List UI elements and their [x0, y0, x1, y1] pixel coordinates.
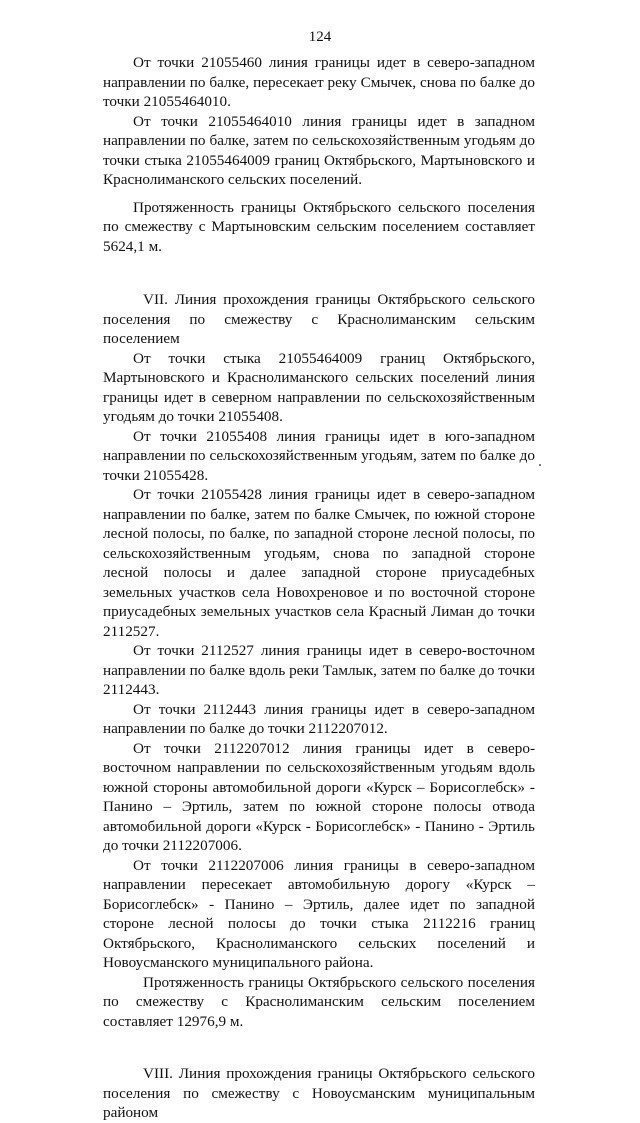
paragraph: От точки 21055464010 линия границы идет в западном направлении по балке, затем по сельскохозяйственным угодьям до точки стыка 21055464009 границ Октябрьского, Мартыновского и Краснолиманского сельских поселений.	[103, 112, 535, 188]
paragraph: От точки 21055460 линия границы идет в северо-западном направлении по балке, пересекает реку Смычек, снова по балке до точки 21055464010.	[103, 54, 535, 110]
section-heading-viii: VIII. Линия прохождения границы Октябрьского сельского поселения по смежеству с Новоусманским муниципальным районом	[103, 1065, 535, 1121]
paragraph: От точки 2112527 линия границы идет в северо-восточном направлении по балке вдоль реки Тамлык, затем по балке до точки 2112443.	[103, 642, 535, 698]
length-summary: Протяженность границы Октябрьского сельского поселения по смежеству с Мартыновским сельским поселением составляет 5624,1 м.	[103, 198, 535, 255]
section-heading-vii: VII. Линия прохождения границы Октябрьского сельского поселения по смежеству с Краснолиманским сельским поселением	[103, 291, 535, 347]
page-number: 124	[308, 29, 332, 45]
paragraph: От точки 2112443 линия границы идет в северо-западном направлении по балке до точки 2112207012.	[103, 700, 535, 737]
paragraph: От точки стыка 21055464009 границ Октябрьского, Мартыновского и Краснолиманского сельских поселений линия границы идет в северном направлении по сельскохозяйственным угодьям до точки 21055408.	[103, 349, 535, 425]
document-body	[103, 53, 535, 1123]
paragraph: От точки 21055428 линия границы идет в северо-западном направлении по балке, затем по балке Смычек, по южной стороне лесной полосы, по балке, по западной стороне лесной полосы, по сельскохозяйственным угодьям, снова по западной стороне лесной полосы и далее западной стороне приусадебных земельных участков села Новохреновое и по восточной стороне приусадебных земельных участков села Красный Лиман до точки 2112527.	[103, 486, 535, 640]
paragraph: От точки 21055408 линия границы идет в юго-западном направлении по сельскохозяйственным угодьям, затем по балке до точки 21055428.	[103, 427, 535, 484]
paragraph: От точки 2112207012 линия границы идет в северо-восточном направлении по сельскохозяйственным угодьям вдоль южной стороны автомобильной дороги «Курск – Борисоглебск» - Панино – Эртиль, затем по южной стороне полосы отвода автомобильной дороги «Курск - Борисоглебск» - Панино - Эртиль до точки 2112207006.	[103, 739, 535, 854]
scan-speck	[539, 464, 541, 466]
paragraph: От точки 2112207006 линия границы в северо-западном направлении пересекает автомобильную дорогу «Курск – Борисоглебск» - Панино – Эртиль, далее идет по западной стороне лесной полосы до точки стыка 2112216 границ Октябрьского, Краснолиманского сельских поселений и Новоусманского муниципального района.	[103, 856, 535, 971]
length-summary: Протяженность границы Октябрьского сельского поселения по смежеству с Краснолиманским сельским поселением составляет 12976,9 м.	[103, 973, 535, 1030]
